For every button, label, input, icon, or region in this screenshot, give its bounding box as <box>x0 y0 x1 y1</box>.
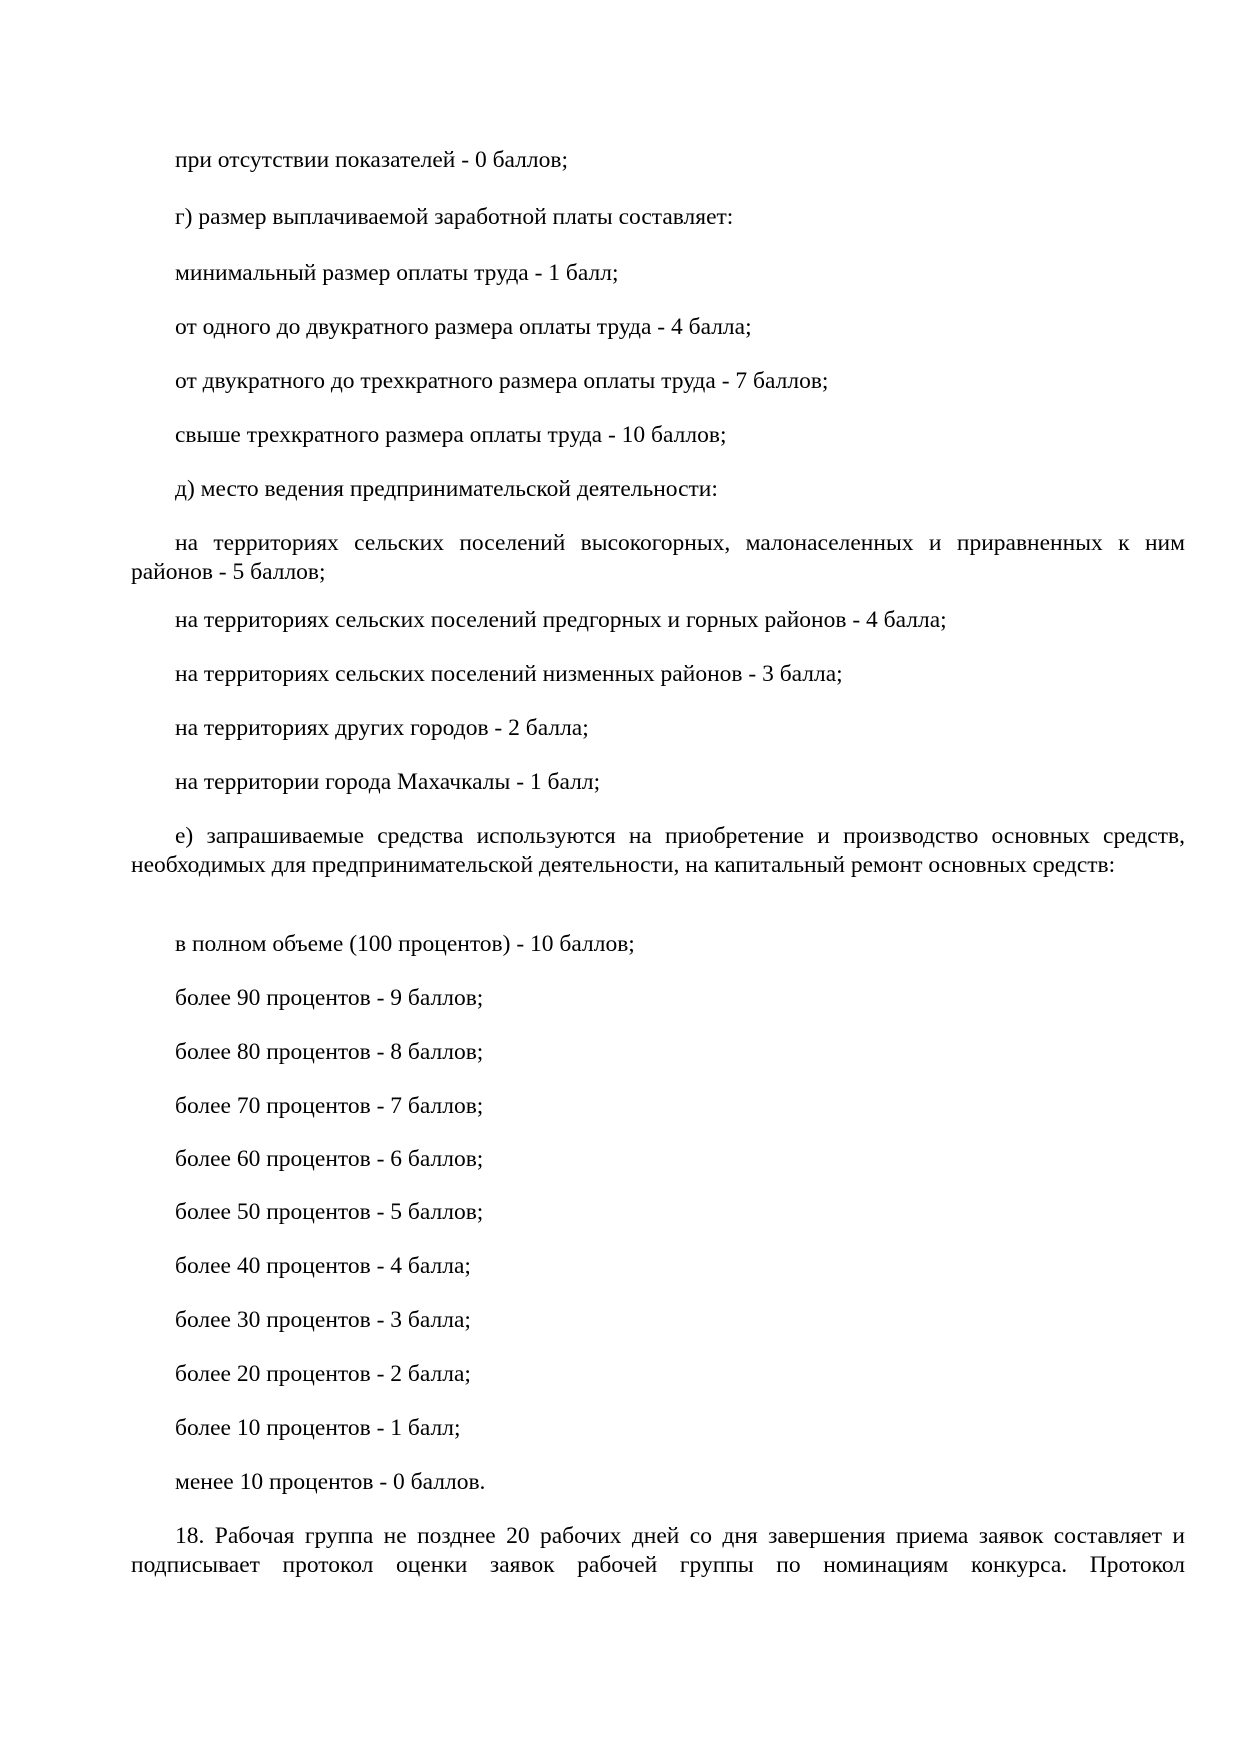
paragraph: е) запрашиваемые средства используются на приобретение и производство основных средств, необходимых для предпринимательской деятельности, на капитальный ремонт основных средств: <box>131 823 1185 878</box>
paragraph: на территориях сельских поселений низменных районов - 3 балла; <box>175 661 843 687</box>
paragraph: в полном объеме (100 процентов) - 10 баллов; <box>175 931 635 957</box>
paragraph: более 30 процентов - 3 балла; <box>175 1307 471 1333</box>
paragraph: более 70 процентов - 7 баллов; <box>175 1093 484 1119</box>
paragraph: более 60 процентов - 6 баллов; <box>175 1146 484 1172</box>
paragraph: на территориях сельских поселений предгорных и горных районов - 4 балла; <box>175 607 947 633</box>
paragraph: от двукратного до трехкратного размера оплаты труда - 7 баллов; <box>175 368 829 394</box>
paragraph: д) место ведения предпринимательской деятельности: <box>175 476 718 502</box>
paragraph: более 50 процентов - 5 баллов; <box>175 1199 484 1225</box>
paragraph: более 20 процентов - 2 балла; <box>175 1361 471 1387</box>
paragraph: менее 10 процентов - 0 баллов. <box>175 1469 486 1495</box>
paragraph: более 80 процентов - 8 баллов; <box>175 1039 484 1065</box>
paragraph: 18. Рабочая группа не позднее 20 рабочих дней со дня завершения приема заявок составляет и подписывает протокол оценки заявок рабочей группы по номинациям конкурса. Протокол <box>131 1523 1185 1578</box>
paragraph: при отсутствии показателей - 0 баллов; <box>175 147 569 173</box>
paragraph: на территориях сельских поселений высокогорных, малонаселенных и приравненных к ним районов - 5 баллов; <box>131 530 1185 585</box>
paragraph: от одного до двукратного размера оплаты труда - 4 балла; <box>175 314 752 340</box>
paragraph: более 90 процентов - 9 баллов; <box>175 985 484 1011</box>
paragraph: на территориях других городов - 2 балла; <box>175 715 589 741</box>
paragraph: на территории города Махачкалы - 1 балл; <box>175 769 601 795</box>
paragraph: более 10 процентов - 1 балл; <box>175 1415 461 1441</box>
paragraph: минимальный размер оплаты труда - 1 балл; <box>175 260 619 286</box>
paragraph: свыше трехкратного размера оплаты труда - 10 баллов; <box>175 422 727 448</box>
paragraph: г) размер выплачиваемой заработной платы составляет: <box>175 204 734 230</box>
paragraph: более 40 процентов - 4 балла; <box>175 1253 471 1279</box>
